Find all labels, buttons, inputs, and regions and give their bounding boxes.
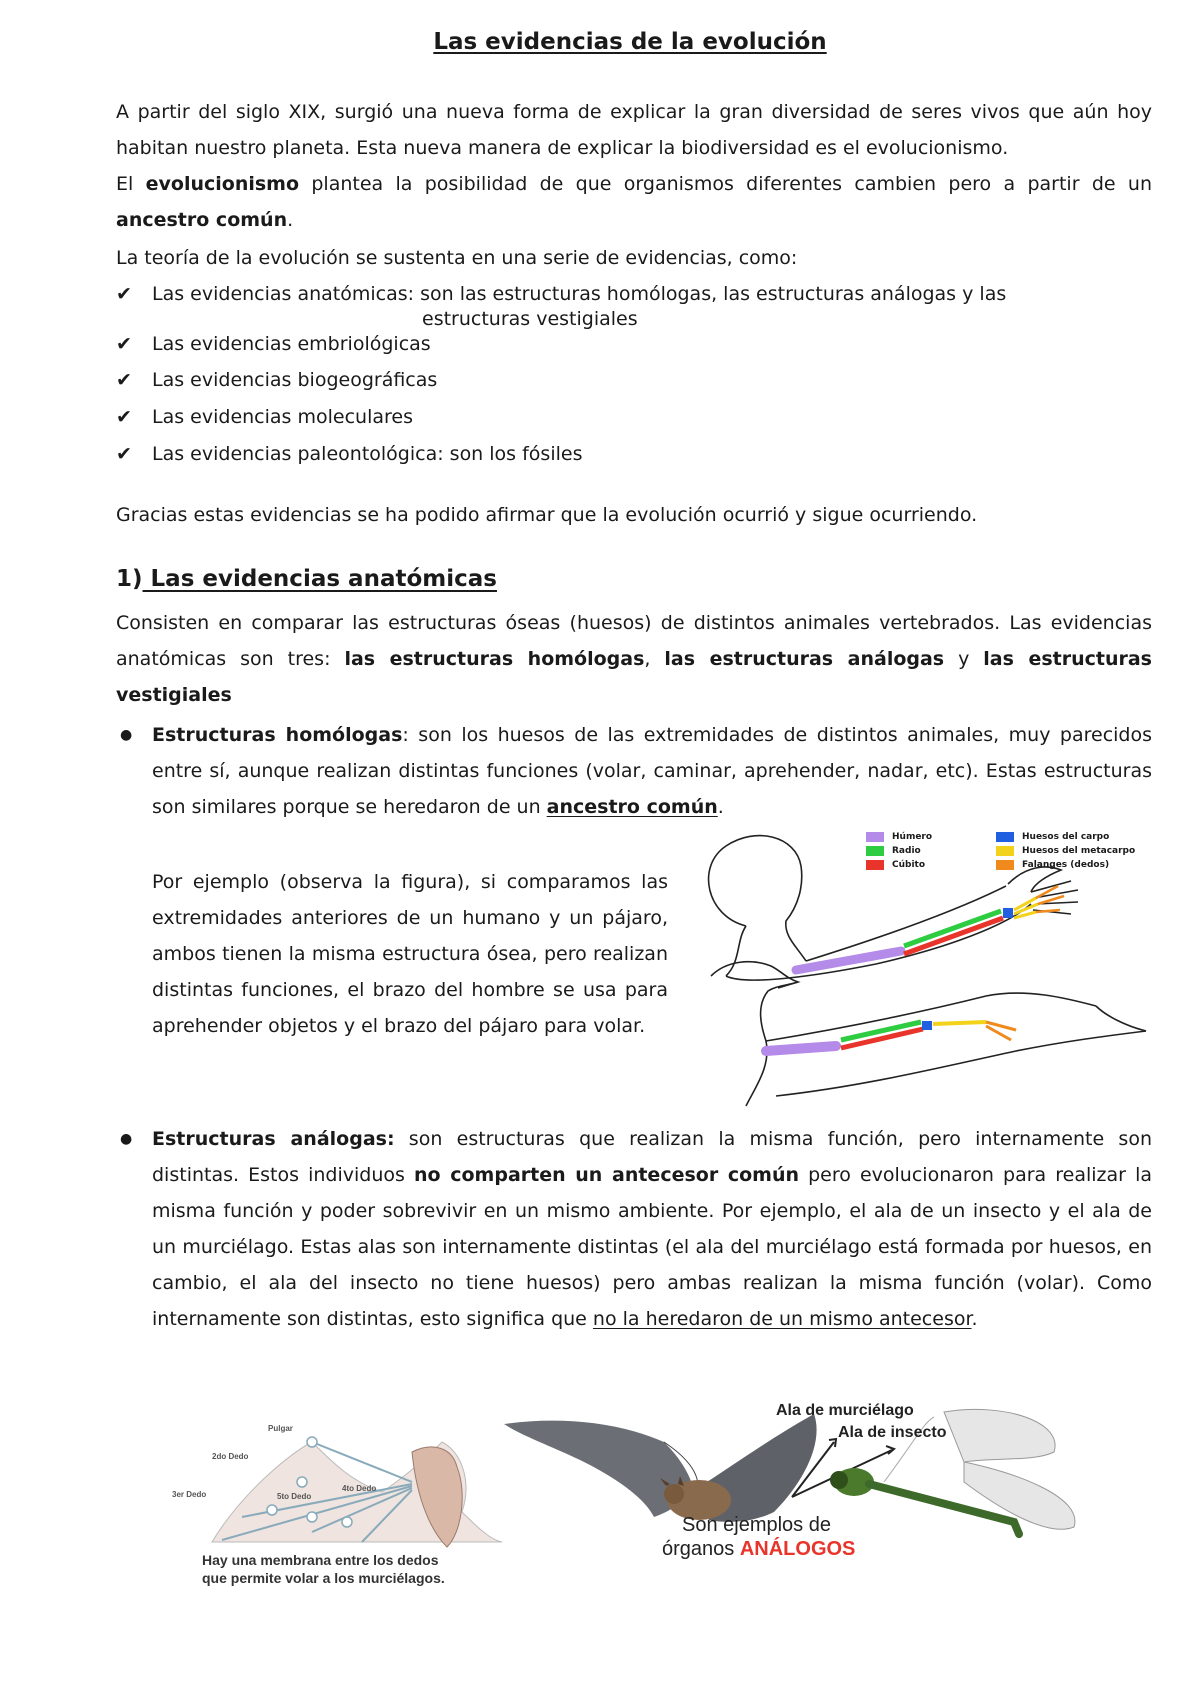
bullet-icon: ●: [120, 1131, 133, 1147]
legend-falanges: Falanges (dedos): [1022, 860, 1110, 870]
bullet-icon: ●: [120, 727, 133, 743]
label-insect-wing: Ala de insecto: [838, 1424, 947, 1441]
analogas-label: Estructuras análogas:: [152, 1128, 395, 1150]
bat-label-3er-dedo: 3er Dedo: [172, 1490, 207, 1499]
legend-humero: Húmero: [892, 832, 933, 842]
bat-label-4to-dedo: 4to Dedo: [342, 1484, 377, 1493]
check-icon: ✔: [116, 443, 132, 465]
no-heredaron-underlined: no la heredaron de un mismo antecesor: [592, 1308, 972, 1330]
theory-sentence: La teoría de la evolución se sustenta en una serie de evidencias, como:: [116, 247, 798, 269]
bold-evolucionismo: evolucionismo: [145, 173, 300, 195]
bat-photo: [504, 1414, 817, 1522]
bat-label-5to-dedo: 5to Dedo: [277, 1492, 312, 1501]
analogous-caption-line-2: órganos ANÁLOGOS: [662, 1538, 856, 1560]
evolucionismo-paragraph: El evolucionismo plantea la posibilidad de que organismos diferentes cambien pero a partir de un ancestro común.: [116, 173, 1153, 231]
list-item: Las evidencias anatómicas: son las estructuras homólogas, las estructuras análogas y las: [152, 283, 1007, 305]
homologas-paragraph: Estructuras homólogas: son los huesos de las extremidades de distintos animales, muy parecidos entre sí, aunque realizan distintas funciones (volar, caminar, aprehender, nadar, etc). Estas estructuras son similares porque se heredaron de un ancestro común.: [152, 724, 1153, 818]
bird-wing-bones: [766, 1021, 1016, 1051]
list-item-continuation: estructuras vestigiales: [422, 308, 638, 330]
analogas-paragraph: Estructuras análogas: son estructuras que realizan la misma función, pero internamente son distintas. Estos individuos no comparten un antecesor común pero evolucionaron para realizar la misma función y poder sobrevivir en un mismo ambiente. Por ejemplo, el ala de un insecto y el ala de un murciélago. Estas alas son internamente distintas (el ala del murciélago está formada por huesos, en cambio, el ala del insecto no tiene huesos) pero ambas realizan la misma función (volar). Como internamente son distintas, esto significa que no la heredaron de un mismo antecesor.: [152, 1128, 1152, 1330]
bat-caption-line-2: que permite volar a los murciélagos.: [202, 1570, 445, 1586]
check-icon: ✔: [116, 283, 132, 305]
legend-metacarpo: Huesos del metacarpo: [1022, 846, 1136, 856]
analogos-highlight: ANÁLOGOS: [739, 1538, 856, 1560]
section-heading: 1) Las evidencias anatómicas: [116, 566, 497, 592]
homologous-limbs-figure: [686, 826, 1156, 1116]
bat-label-2do-dedo: 2do Dedo: [212, 1452, 249, 1461]
page-title: Las evidencias de la evolución: [433, 29, 827, 55]
list-item: Las evidencias paleontológica: son los fósiles: [152, 443, 583, 465]
bird-outline: [711, 962, 1146, 1106]
list-item: Las evidencias embriológicas: [152, 333, 431, 355]
bat-caption-line-1: Hay una membrana entre los dedos: [202, 1552, 439, 1568]
list-item: Las evidencias moleculares: [152, 406, 413, 428]
bat-dragonfly-illustration: [494, 1402, 1106, 1592]
legend-cubito: Cúbito: [892, 860, 926, 870]
bat-label-pulgar: Pulgar: [268, 1424, 293, 1433]
ancestro-comun-underlined: ancestro común: [546, 796, 718, 818]
legend-carpo: Huesos del carpo: [1022, 832, 1110, 842]
list-item: Las evidencias biogeográficas: [152, 369, 438, 391]
analogous-caption-line-1: Son ejemplos de: [682, 1514, 831, 1536]
bat-wing-skeleton-figure: [172, 1422, 512, 1592]
homologas-label: Estructuras homólogas: [152, 724, 403, 746]
check-icon: ✔: [116, 369, 132, 391]
intro-paragraph: A partir del siglo XIX, surgió una nueva forma de explicar la gran diversidad de seres vivos que aún hoy habitan nuestro planeta. Esta nueva manera de explicar la biodiversidad es el evolucionismo.: [116, 101, 1152, 159]
bold-ancestro-comun: ancestro común: [116, 209, 288, 231]
homologas-example-paragraph: Por ejemplo (observa la figura), si comparamos las extremidades anteriores de un humano y un pájaro, ambos tienen la misma estructura ósea, pero realizan distintas funciones, el brazo del hombre se usa para aprehender objetos y el brazo del pájaro para volar.: [152, 871, 668, 1037]
analogous-organs-figure: [494, 1402, 1106, 1592]
check-icon: ✔: [116, 333, 132, 355]
human-arm-bones: [796, 886, 1064, 970]
legend-radio: Radio: [892, 846, 921, 856]
conclusion-sentence: Gracias estas evidencias se ha podido afirmar que la evolución ocurrió y sigue ocurriendo.: [116, 504, 978, 526]
human-outline: [709, 836, 1078, 980]
section-intro-paragraph: Consisten en comparar las estructuras óseas (huesos) de distintos animales vertebrados. Las evidencias anatómicas son tres: las estructuras homólogas, las estructuras análogas y las estructuras vestigiales: [116, 612, 1152, 706]
figure-legend: [866, 832, 1014, 870]
check-icon: ✔: [116, 406, 132, 428]
label-bat-wing: Ala de murciélago: [776, 1402, 914, 1419]
